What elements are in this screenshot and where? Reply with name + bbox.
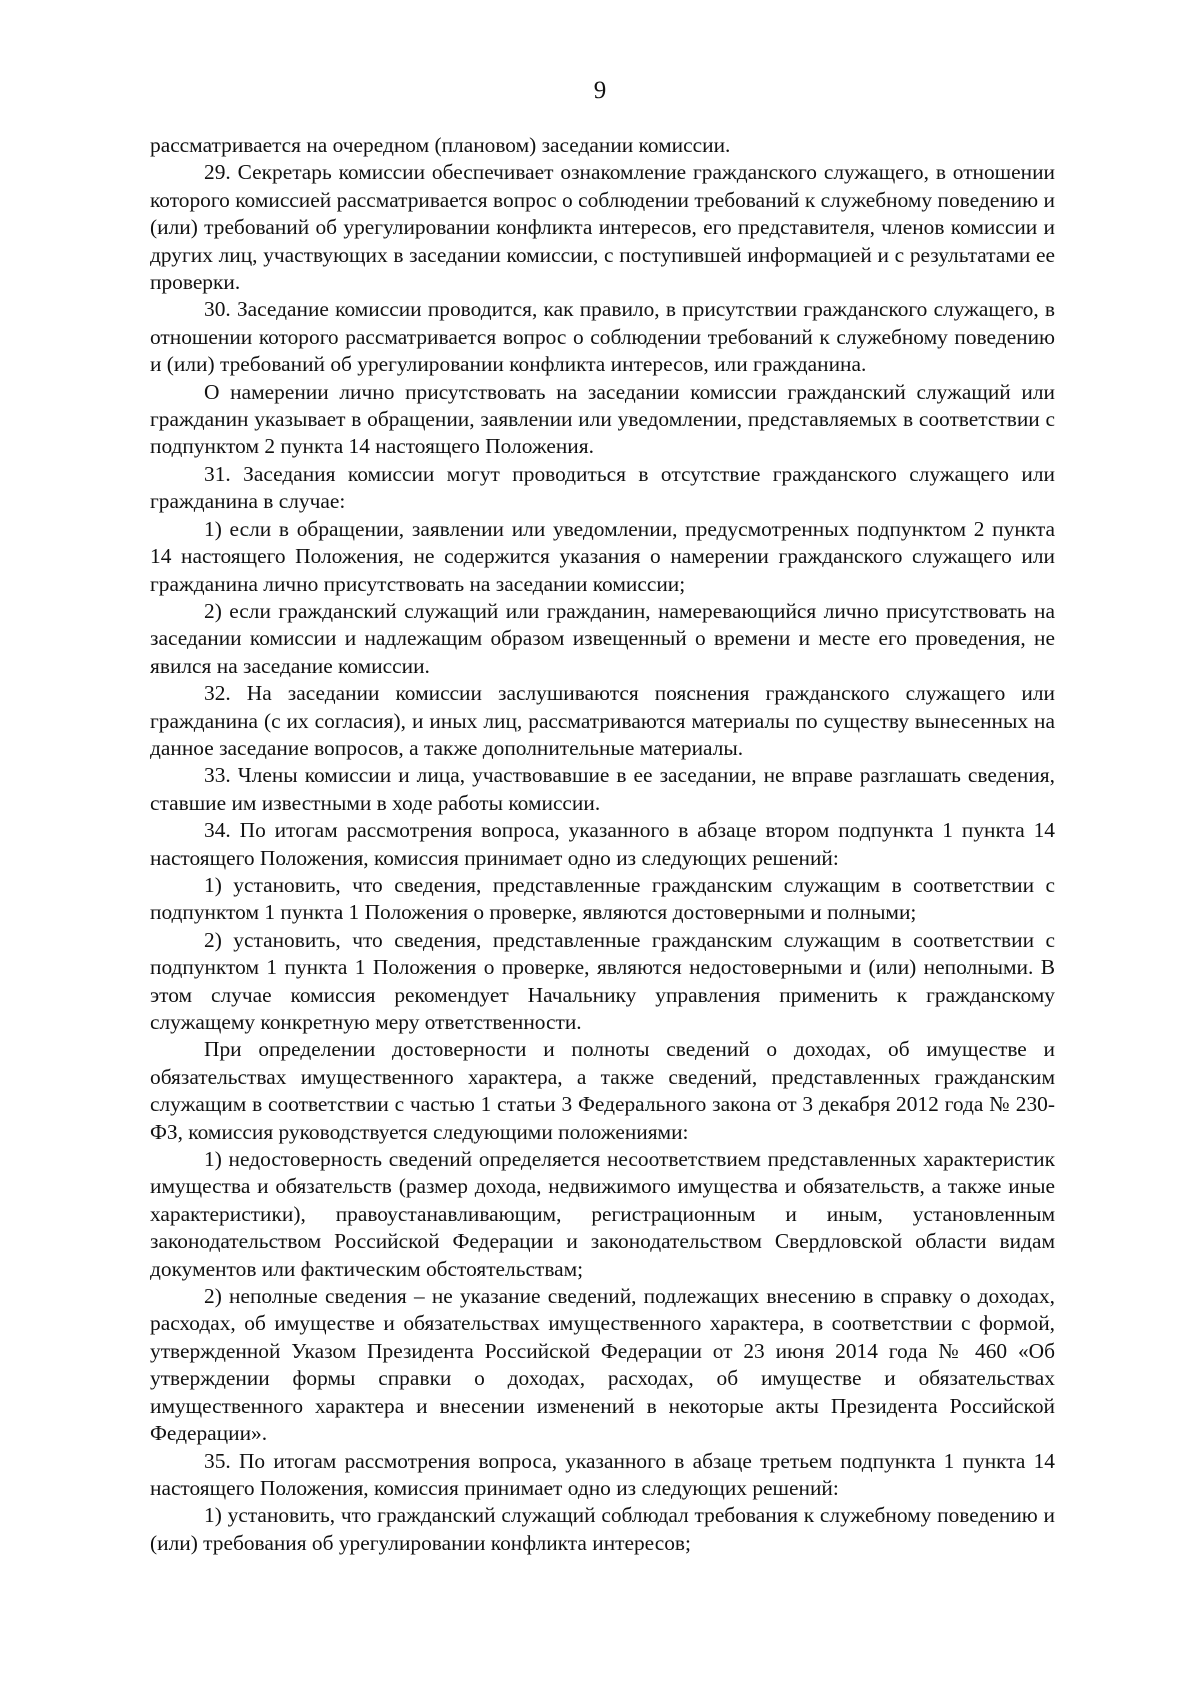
paragraph: 2) если гражданский служащий или гражданин, намеревающийся лично присутствовать на заседании комиссии и надлежащим образом извещенный о времени и месте его проведения, не явился на заседание комиссии. [150,598,1055,678]
paragraph: 32. На заседании комиссии заслушиваются пояснения гражданского служащего или гражданина (с их согласия), и иных лиц, рассматриваются материалы по существу вынесенных на данное заседание вопросов, а также дополнительные материалы. [150,681,1055,760]
paragraph: 33. Члены комиссии и лица, участвовавшие в ее заседании, не вправе разглашать сведения, ставшие им известными в ходе работы комиссии. [150,763,1055,815]
document-body [150,132,1055,1557]
paragraph: 1) если в обращении, заявлении или уведомлении, предусмотренных подпунктом 2 пункта 14 настоящего Положения, не содержится указания о намерении гражданского служащего или гражданина лично присутствовать на заседании комиссии; [150,516,1055,596]
paragraph: рассматривается на очередном (плановом) заседании комиссии. [150,133,731,157]
paragraph: 34. По итогам рассмотрения вопроса, указанного в абзаце втором подпункта 1 пункта 14 настоящего Положения, комиссия принимает одно из следующих решений: [150,818,1055,870]
paragraph: 1) установить, что сведения, представленные гражданским служащим в соответствии с подпунктом 1 пункта 1 Положения о проверке, являются достоверными и полными; [150,872,1055,925]
page-number: 9 [593,77,607,104]
paragraph: 31. Заседания комиссии могут проводиться в отсутствие гражданского служащего или гражданина в случае: [150,461,1055,514]
paragraph: 29. Секретарь комиссии обеспечивает ознакомление гражданского служащего, в отношении которого комиссией рассматривается вопрос о соблюдении требований к служебному поведению и (или) требований об урегулировании конфликта интересов, его представителя, членов комиссии и других лиц, участвующих в заседании комиссии, с поступившей информацией и с результатами ее проверки. [150,160,1055,295]
paragraph: При определении достоверности и полноты сведений о доходах, об имуществе и обязательствах имущественного характера, а также сведений, представленных гражданским служащим в соответствии с частью 1 статьи 3 Федерального закона от 3 декабря 2012 года № 230-ФЗ, комиссия руководствуется следующими положениями: [150,1037,1055,1144]
paragraph: 1) недостоверность сведений определяется несоответствием представленных характеристик имущества и обязательств (размер дохода, недвижимого имущества и обязательств, а также иные характеристики), правоустанавливающим, регистрационным и иным, установленным законодательством Российской Федерации и законодательством Свердловской области видам документов или фактическим обстоятельствам; [150,1147,1055,1281]
paragraph: 30. Заседание комиссии проводится, как правило, в присутствии гражданского служащего, в отношении которого рассматривается вопрос о соблюдении требований к служебному поведению и (или) требований об урегулировании конфликта интересов, или гражданина. [150,297,1055,377]
paragraph: 2) установить, что сведения, представленные гражданским служащим в соответствии с подпунктом 1 пункта 1 Положения о проверке, являются недостоверными и (или) неполными. В этом случае комиссия рекомендует Начальнику управления применить к гражданскому служащему конкретную меру ответственности. [150,927,1055,1034]
paragraph: 35. По итогам рассмотрения вопроса, указанного в абзаце третьем подпункта 1 пункта 14 настоящего Положения, комиссия принимает одно из следующих решений: [150,1448,1055,1500]
paragraph: 2) неполные сведения – не указание сведений, подлежащих внесению в справку о доходах, расходах, об имуществе и обязательствах имущественного характера, в соответствии с формой, утвержденной Указом Президента Российской Федерации от 23 июня 2014 года № 460 «Об утверждении формы справки о доходах, расходах, об имуществе и обязательствах имущественного характера и внесении изменений в некоторые акты Президента Российской Федерации». [150,1284,1055,1446]
paragraph: О намерении лично присутствовать на заседании комиссии гражданский служащий или гражданин указывает в обращении, заявлении или уведомлении, представляемых в соответствии с подпунктом 2 пункта 14 настоящего Положения. [150,379,1055,459]
paragraph: 1) установить, что гражданский служащий соблюдал требования к служебному поведению и (или) требования об урегулировании конфликта интересов; [150,1503,1055,1555]
